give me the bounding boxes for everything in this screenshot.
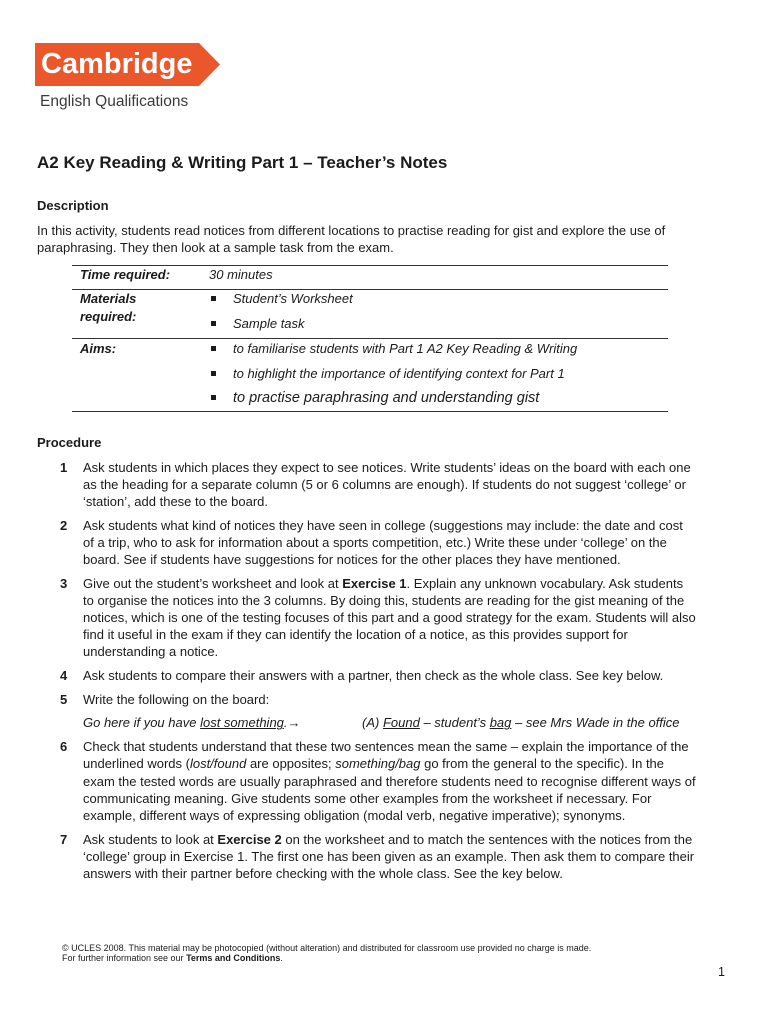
italic-text: – see Mrs Wade in the office	[511, 715, 680, 731]
italic-text: – student’s	[419, 715, 490, 731]
page-number: 1	[718, 965, 725, 979]
step-text	[83, 667, 768, 684]
text-run: example, different ways of expressing obligation (modal verb, negative imperative); synonyms.	[83, 807, 626, 823]
text-run: ‘college’ group in Exercise 1. The first one has been given as an example. Then ask them to compare their	[83, 848, 695, 864]
text-run: notices, which is one of the testing focuses of this part and a good strategy for the exam. Students will also	[83, 610, 696, 625]
description-heading: Description	[37, 198, 109, 213]
description-line: In this activity, students read notices from different locations to practise reading for gist and explore the use of	[37, 222, 666, 238]
aims-item-text: to practise paraphrasing and understanding gist	[233, 390, 540, 406]
italic-text: Go here if you have	[83, 715, 201, 731]
description-paragraph	[37, 222, 665, 256]
procedure-step-7	[0, 831, 768, 883]
text-run: find it useful in the exam if they can identify the location of a notice, as this provides support for	[83, 627, 628, 643]
terms-and-conditions-link[interactable]: Terms and Conditions	[186, 953, 281, 963]
materials-label-line: required:	[80, 309, 137, 324]
table-row-time-required	[72, 266, 668, 290]
step-text	[83, 575, 768, 661]
text-line	[83, 643, 768, 660]
text-line	[83, 865, 768, 882]
aims-item-text: to familiarise students with Part 1 A2 Key Reading & Writing	[233, 341, 578, 356]
procedure-step-2	[0, 517, 768, 569]
square-bullet-icon	[211, 296, 216, 301]
materials-item	[211, 291, 353, 307]
text-line	[83, 517, 768, 534]
step-number: 3	[60, 575, 68, 591]
text-run: Give out the student’s worksheet and look at	[83, 575, 343, 591]
logo-subtitle: English Qualifications	[40, 93, 189, 110]
text-line	[83, 534, 768, 551]
text-run: answers with their partner before checking with the whole class. See the key below.	[83, 865, 563, 881]
footer-line	[62, 943, 591, 953]
step-text	[83, 459, 768, 511]
text-run: © UCLES 2008. This material may be photocopied (without alteration) and distributed for classroom use provided no charge is made.	[62, 943, 592, 953]
procedure-step-3	[0, 575, 768, 661]
square-bullet-icon	[211, 371, 216, 376]
procedure-list	[0, 459, 768, 889]
text-run: Ask students in which places they expect to see notices. Write students’ ideas on the board with each one	[83, 459, 691, 475]
underlined-word: Found	[382, 715, 420, 731]
text-line	[83, 755, 768, 772]
text-line	[83, 459, 768, 476]
text-run: on the worksheet and to match the sentences with the notices from the	[281, 831, 693, 847]
procedure-step-5	[0, 691, 768, 732]
aims-item-text: to highlight the importance of identifying context for Part 1	[233, 365, 565, 381]
text-line	[83, 493, 768, 510]
procedure-heading: Procedure	[37, 435, 102, 450]
text-line	[83, 691, 768, 708]
copyright-footer	[62, 943, 591, 963]
underlined-word: bag	[489, 715, 512, 731]
text-run: underlined words (	[83, 756, 190, 772]
text-run: Check that students understand that these two sentences mean the same – explain the importance of the	[83, 739, 689, 755]
step-number: 2	[60, 517, 68, 533]
italic-text: .→	[283, 715, 301, 731]
text-run: as the heading for a separate column (5 or 6 columns are enough). If students do not suggest ‘college’ or	[83, 476, 686, 492]
text-run: .	[280, 953, 283, 963]
aims-list	[211, 341, 577, 415]
text-line	[83, 667, 768, 684]
text-run: For further information see our	[62, 953, 187, 963]
step-text	[83, 517, 768, 569]
aims-item	[211, 341, 577, 357]
aims-label: Aims:	[80, 341, 117, 356]
time-required-value: 30 minutes	[209, 267, 273, 282]
materials-item	[211, 316, 353, 332]
text-run: communicating meaning. Give students some other examples from the worksheet if necessary. For	[83, 790, 652, 806]
step-text	[83, 738, 768, 824]
materials-label	[80, 290, 136, 326]
text-run: Write the following on the board:	[83, 691, 270, 707]
description-line: paraphrasing. They then look at a sample task from the exam.	[37, 239, 394, 255]
logo-graphic	[35, 43, 221, 86]
text-line	[83, 831, 768, 848]
materials-item-text: Sample task	[233, 315, 305, 331]
text-line	[83, 773, 768, 790]
procedure-step-6	[0, 738, 768, 824]
text-line	[83, 626, 768, 643]
text-run: ‘station’, add these to the board.	[83, 493, 269, 509]
text-line	[83, 592, 768, 609]
text-run: exam the tested words are usually paraphrased and therefore students need to recognise different ways of	[83, 773, 696, 789]
footer-line	[62, 953, 591, 963]
square-bullet-icon	[211, 346, 216, 351]
underlined-word: lost something	[200, 715, 284, 731]
aims-item	[211, 390, 577, 406]
materials-label-line: Materials	[80, 291, 137, 306]
text-line	[83, 609, 768, 626]
text-line	[83, 575, 768, 592]
text-run: understanding a notice.	[83, 644, 219, 660]
square-bullet-icon	[211, 395, 216, 400]
italic-text: (A)	[362, 715, 383, 731]
text-line	[83, 476, 768, 493]
procedure-step-1	[0, 459, 768, 511]
cambridge-logo	[35, 43, 221, 86]
text-line	[83, 807, 768, 824]
aims-item	[211, 366, 577, 382]
step-number: 6	[60, 739, 68, 755]
text-run: Ask students what kind of notices they have seen in college (suggestions may include: the date and cost	[83, 517, 683, 533]
logo-brand-text: Cambridge	[41, 48, 193, 80]
text-run: board. See if students have suggestions for notices for the other places they have mentioned.	[83, 551, 621, 567]
step-number: 1	[60, 459, 68, 475]
page-title: A2 Key Reading & Writing Part 1 – Teacher’s Notes	[37, 153, 448, 172]
time-required-label: Time required:	[80, 267, 171, 282]
step-text	[83, 831, 768, 883]
text-run: of a trip, who to ask for information about a sports competition, etc.) Write these under ‘college’ on the	[83, 534, 667, 550]
procedure-step-4	[0, 667, 768, 684]
table-row-aims	[72, 339, 668, 412]
bold-text: Exercise 2	[217, 831, 282, 847]
step-text	[83, 691, 768, 732]
example-notice	[83, 714, 362, 731]
text-line	[83, 551, 768, 568]
table-row-materials	[72, 290, 668, 339]
text-line	[83, 848, 768, 865]
square-bullet-icon	[211, 321, 216, 326]
text-run: Ask students to look at	[83, 831, 218, 847]
board-example	[83, 714, 768, 731]
bold-text: Exercise 1	[342, 575, 407, 591]
materials-list	[211, 291, 353, 340]
info-table	[72, 265, 668, 412]
text-line	[83, 790, 768, 807]
text-run: to organise the notices into the 3 columns. By doing this, students are reading for the gist meaning of the	[83, 592, 685, 608]
text-run: Ask students to compare their answers with a partner, then check as the whole class. See key below.	[83, 668, 664, 684]
text-run: are opposites;	[246, 756, 336, 772]
italic-text: lost/found	[189, 756, 247, 772]
step-number: 5	[60, 691, 68, 707]
italic-text: something/bag	[335, 756, 421, 772]
step-number: 7	[60, 831, 68, 847]
step-number: 4	[60, 668, 68, 684]
example-answer	[362, 715, 680, 730]
text-run: go from the general to the specific). In the	[420, 756, 665, 772]
text-run: . Explain any unknown vocabulary. Ask students	[406, 575, 684, 591]
text-line	[83, 738, 768, 755]
materials-item-text: Student’s Worksheet	[233, 291, 353, 306]
